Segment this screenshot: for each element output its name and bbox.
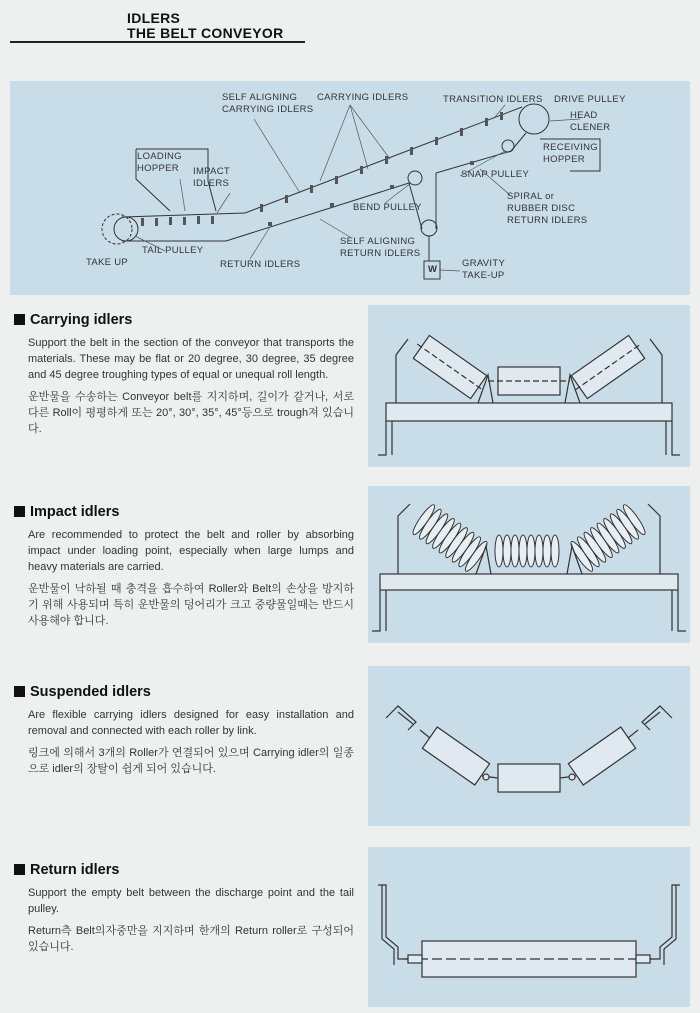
section-title xyxy=(14,684,354,701)
section-return-idlers xyxy=(14,862,354,955)
section-suspended-idlers xyxy=(14,684,354,777)
section-title xyxy=(14,504,354,521)
section-korean-text: Return측 Belt의자중만을 지지하며 한개의 Return roller로 구성되어 있습니다. xyxy=(28,925,354,953)
page-title xyxy=(127,11,284,41)
impact-idler-drawing xyxy=(368,486,690,643)
section-carrying-idlers xyxy=(14,312,354,437)
label-return-idlers: RETURN IDLERS xyxy=(220,259,301,270)
header-rule xyxy=(10,41,305,43)
suspended-idler-illustration xyxy=(368,666,690,826)
section-title xyxy=(14,312,354,329)
label-self-aligning-carrying: SELF ALIGNING CARRYING IDLERS xyxy=(222,92,314,115)
title-line-1: IDLERS xyxy=(127,10,181,26)
label-impact-idlers: IMPACT IDLERS xyxy=(193,166,230,189)
label-loading-hopper: LOADING HOPPER xyxy=(137,151,182,174)
section-korean-text: 운반물을 수송하는 Conveyor belt를 지지하며, 길이가 같거나, 서로 다른 Roll이 평평하게 또는 20°, 30°, 35°, 45°등으로 trough져 있습니다. xyxy=(28,391,354,435)
section-english-text: Support the belt in the section of the conveyor that transports the materials. These may be flat or 20 degree, 30 degree, 35 degree and 45 degree troughing types of equal or unequal roll length. xyxy=(28,337,354,381)
section-korean-text: 운반물이 낙하될 때 충격을 흡수하여 Roller와 Belt의 손상을 방지하기 위해 사용되며 특히 운반물의 덩어리가 크고 중량물일때는 반드시 사용해야 합니다. xyxy=(28,583,354,627)
label-self-aligning-return: SELF ALIGNING RETURN IDLERS xyxy=(340,236,421,259)
label-tail-pulley: TAIL PULLEY xyxy=(142,245,204,256)
section-english-text: Support the empty belt between the discharge point and the tail pulley. xyxy=(28,887,354,915)
section-title-text: Suspended idlers xyxy=(30,684,151,700)
label-bend-pulley: BEND PULLEY xyxy=(353,202,422,213)
carrying-idler-illustration xyxy=(368,305,690,467)
label-weight: W xyxy=(428,264,438,275)
section-korean-text: 링크에 의해서 3개의 Roller가 연결되어 있으며 Carrying idler의 일종으로 idler의 장탈이 쉽게 되어 있습니다. xyxy=(28,747,354,775)
bullet-square-icon xyxy=(14,506,25,517)
section-title-text: Carrying idlers xyxy=(30,312,133,328)
label-spiral-rubber-disc: SPIRAL or RUBBER DISC RETURN IDLERS xyxy=(507,191,588,226)
label-head-cleaner: HEAD CLENER xyxy=(570,110,611,133)
section-title-text: Impact idlers xyxy=(30,504,120,520)
conveyor-diagram xyxy=(10,81,690,295)
section-title-text: Return idlers xyxy=(30,862,120,878)
label-gravity-take-up: GRAVITY TAKE-UP xyxy=(462,258,506,281)
section-impact-idlers xyxy=(14,504,354,629)
carrying-idler-drawing xyxy=(368,305,690,467)
impact-idler-illustration xyxy=(368,486,690,643)
label-transition-idlers: TRANSITION IDLERS xyxy=(443,94,543,105)
suspended-idler-drawing xyxy=(368,666,690,826)
title-line-2: THE BELT CONVEYOR xyxy=(127,25,284,41)
label-receiving-hopper: RECEIVING HOPPER xyxy=(543,142,598,165)
return-idler-illustration xyxy=(368,847,690,1007)
section-title xyxy=(14,862,354,879)
label-snap-pulley: SNAP PULLEY xyxy=(461,169,530,180)
label-take-up: TAKE UP xyxy=(86,257,129,268)
label-drive-pulley: DRIVE PULLEY xyxy=(554,94,626,105)
return-idler-drawing xyxy=(368,847,690,1007)
bullet-square-icon xyxy=(14,314,25,325)
section-english-text: Are recommended to protect the belt and roller by absorbing impact under loading point, especially when large lumps and heavy materials are carried. xyxy=(28,529,354,573)
section-english-text: Are flexible carrying idlers designed for easy installation and removal and connected with each roller by link. xyxy=(28,709,354,737)
label-carrying-idlers: CARRYING IDLERS xyxy=(317,92,409,103)
bullet-square-icon xyxy=(14,864,25,875)
bullet-square-icon xyxy=(14,686,25,697)
